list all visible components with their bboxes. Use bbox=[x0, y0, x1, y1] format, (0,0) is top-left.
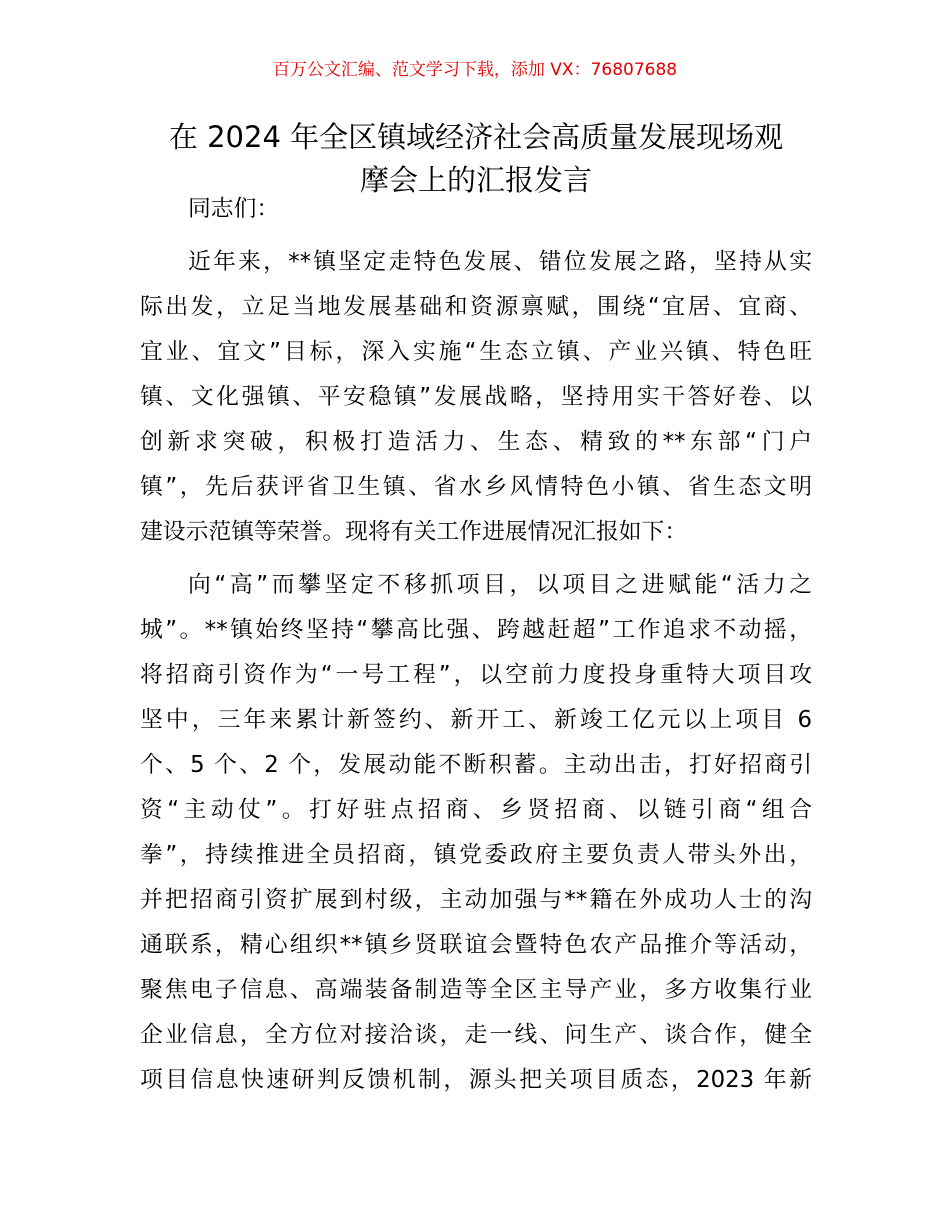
paragraph-line: 城”。**镇始终坚持“攀高比强、跨越赶超”工作追求不动摇， bbox=[140, 617, 812, 643]
paragraph-line: 向“高”而攀坚定不移抓项目，以项目之进赋能“活力之 bbox=[188, 572, 812, 598]
paragraph-line: 并把招商引资扩展到村级，主动加强与**籍在外成功人士的沟 bbox=[140, 887, 812, 913]
paragraph-line: 企业信息，全方位对接洽谈，走一线、问生产、谈合作，健全 bbox=[140, 1022, 812, 1048]
document-body bbox=[140, 187, 812, 1103]
paragraph-2 bbox=[140, 563, 812, 1103]
paragraph-line: 镇”，先后获评省卫生镇、省水乡风情特色小镇、省生态文明 bbox=[140, 474, 812, 500]
paragraph-line: 宜业、宜文”目标，深入实施“生态立镇、产业兴镇、特色旺 bbox=[140, 339, 812, 365]
paragraph-line: 通联系，精心组织**镇乡贤联谊会暨特色农产品推介等活动， bbox=[140, 932, 812, 958]
paragraph-line: 坚中，三年来累计新签约、新开工、新竣工亿元以上项目 6 bbox=[140, 707, 812, 733]
paragraph-line: 际出发，立足当地发展基础和资源禀赋，围绕“宜居、宜商、 bbox=[140, 294, 812, 320]
paragraph-line: 资“主动仗”。打好驻点招商、乡贤招商、以链引商“组合 bbox=[140, 797, 812, 823]
paragraph-line: 拳”，持续推进全员招商，镇党委政府主要负责人带头外出， bbox=[140, 842, 812, 868]
salutation: 同志们： bbox=[188, 196, 280, 222]
paragraph-line: 镇、文化强镇、平安稳镇”发展战略，坚持用实干答好卷、以 bbox=[140, 384, 812, 410]
paragraph-line: 建设示范镇等荣誉。现将有关工作进展情况汇报如下： bbox=[140, 519, 688, 545]
title-line-2: 摩会上的汇报发言 bbox=[359, 163, 592, 197]
paragraph-line: 创新求突破，积极打造活力、生态、精致的**东部“门户 bbox=[140, 429, 812, 455]
paragraph-1 bbox=[140, 240, 812, 555]
paragraph-line: 项目信息快速研判反馈机制，源头把关项目质态，2023 年新 bbox=[140, 1067, 812, 1093]
paragraph-gap bbox=[140, 232, 812, 240]
paragraph-line: 个、5 个、2 个，发展动能不断积蓄。主动出击，打好招商引 bbox=[140, 752, 812, 778]
paragraph-line: 聚焦电子信息、高端装备制造等全区主导产业，多方收集行业 bbox=[140, 977, 812, 1003]
title-line-1: 在 2024 年全区镇域经济社会高质量发展现场观 bbox=[168, 120, 784, 154]
header-watermark-note: 百万公文汇编、范文学习下载，添加 VX：76807688 bbox=[272, 60, 678, 80]
paragraph-gap bbox=[140, 555, 812, 563]
paragraph-line: 近年来，**镇坚定走特色发展、错位发展之路，坚持从实 bbox=[188, 249, 812, 275]
paragraph-line: 将招商引资作为“一号工程”，以空前力度投身重特大项目攻 bbox=[140, 662, 812, 688]
